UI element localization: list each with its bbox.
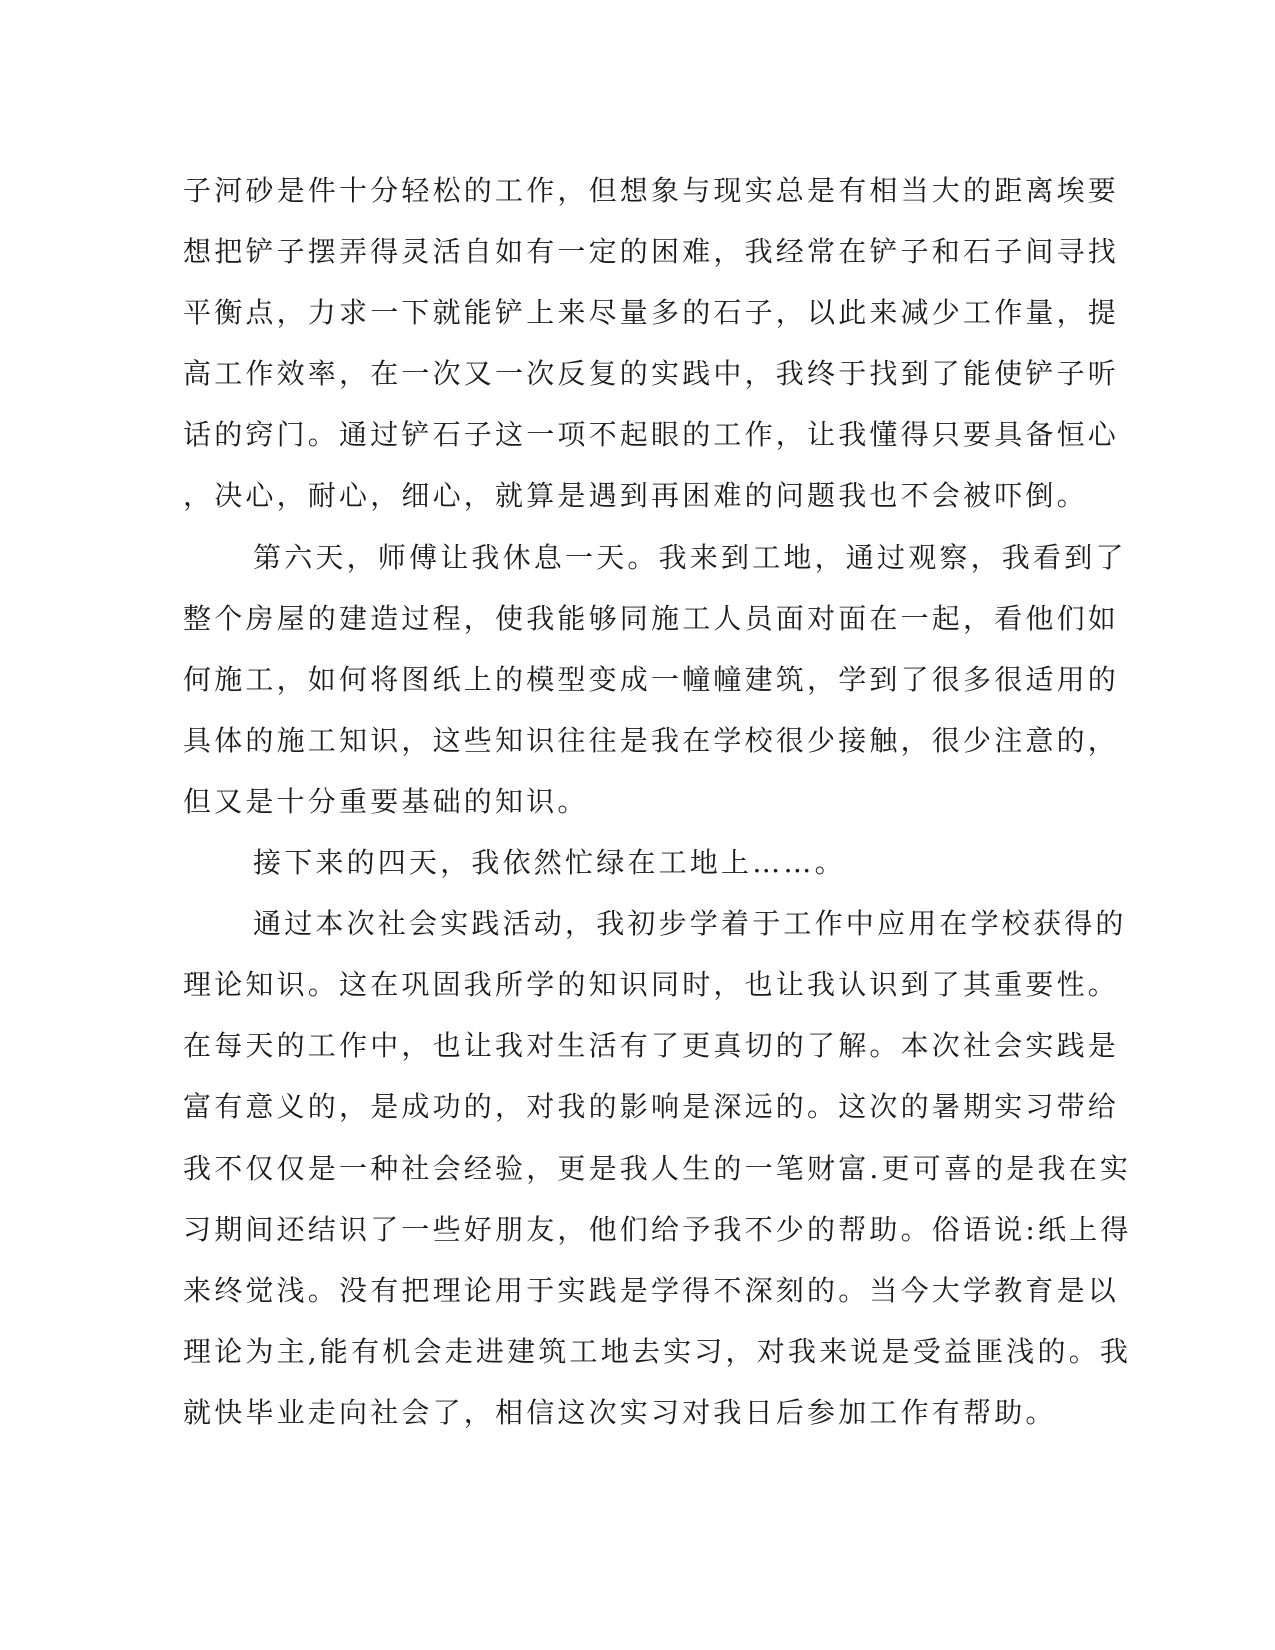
text-line: 整个房屋的建造过程，使我能够同施工人员面对面在一起，看他们如	[183, 601, 1120, 635]
text-line: 通过本次社会实践活动，我初步学着于工作中应用在学校获得的	[253, 907, 1127, 941]
text-line: 来终觉浅。没有把理论用于实践是学得不深刻的。当今大学教育是以	[183, 1273, 1120, 1307]
text-line: 在每天的工作中，也让我对生活有了更真切的了解。本次社会实践是	[183, 1029, 1120, 1063]
text-line: 富有意义的，是成功的，对我的影响是深远的。这次的暑期实习带给	[183, 1090, 1120, 1124]
text-line: 接下来的四天，我依然忙绿在工地上……。	[253, 846, 846, 880]
text-line: 平衡点，力求一下就能铲上来尽量多的石子，以此来减少工作量，提	[183, 296, 1120, 330]
text-line: 就快毕业走向社会了，相信这次实习对我日后参加工作有帮助。	[183, 1395, 1057, 1429]
text-line: 但又是十分重要基础的知识。	[183, 784, 589, 818]
document-body	[183, 160, 1132, 1443]
text-line: 习期间还结识了一些好朋友，他们给予我不少的帮助。俗语说:纸上得	[183, 1212, 1132, 1246]
text-line: 想把铲子摆弄得灵活自如有一定的困难，我经常在铲子和石子间寻找	[183, 235, 1120, 269]
text-line: 何施工，如何将图纸上的模型变成一幢幢建筑，学到了很多很适用的	[183, 662, 1120, 696]
text-line: 我不仅仅是一种社会经验，更是我人生的一笔财富.更可喜的是我在实	[183, 1151, 1132, 1185]
text-line: 具体的施工知识，这些知识往往是我在学校很少接触，很少注意的，	[183, 723, 1120, 757]
text-line: 话的窍门。通过铲石子这一项不起眼的工作，让我懂得只要具备恒心	[183, 418, 1120, 452]
text-line: 子河砂是件十分轻松的工作，但想象与现实总是有相当大的距离埃要	[183, 174, 1120, 207]
text-line: 高工作效率，在一次又一次反复的实践中，我终于找到了能使铲子听	[183, 357, 1120, 391]
text-line: 第六天，师傅让我休息一天。我来到工地，通过观察，我看到了	[253, 540, 1127, 574]
text-line: 理论知识。这在巩固我所学的知识同时，也让我认识到了其重要性。	[183, 968, 1120, 1002]
text-line: 理论为主,能有机会走进建筑工地去实习，对我来说是受益匪浅的。我	[183, 1334, 1132, 1368]
text-line: ，决心，耐心，细心，就算是遇到再困难的问题我也不会被吓倒。	[183, 479, 1088, 513]
